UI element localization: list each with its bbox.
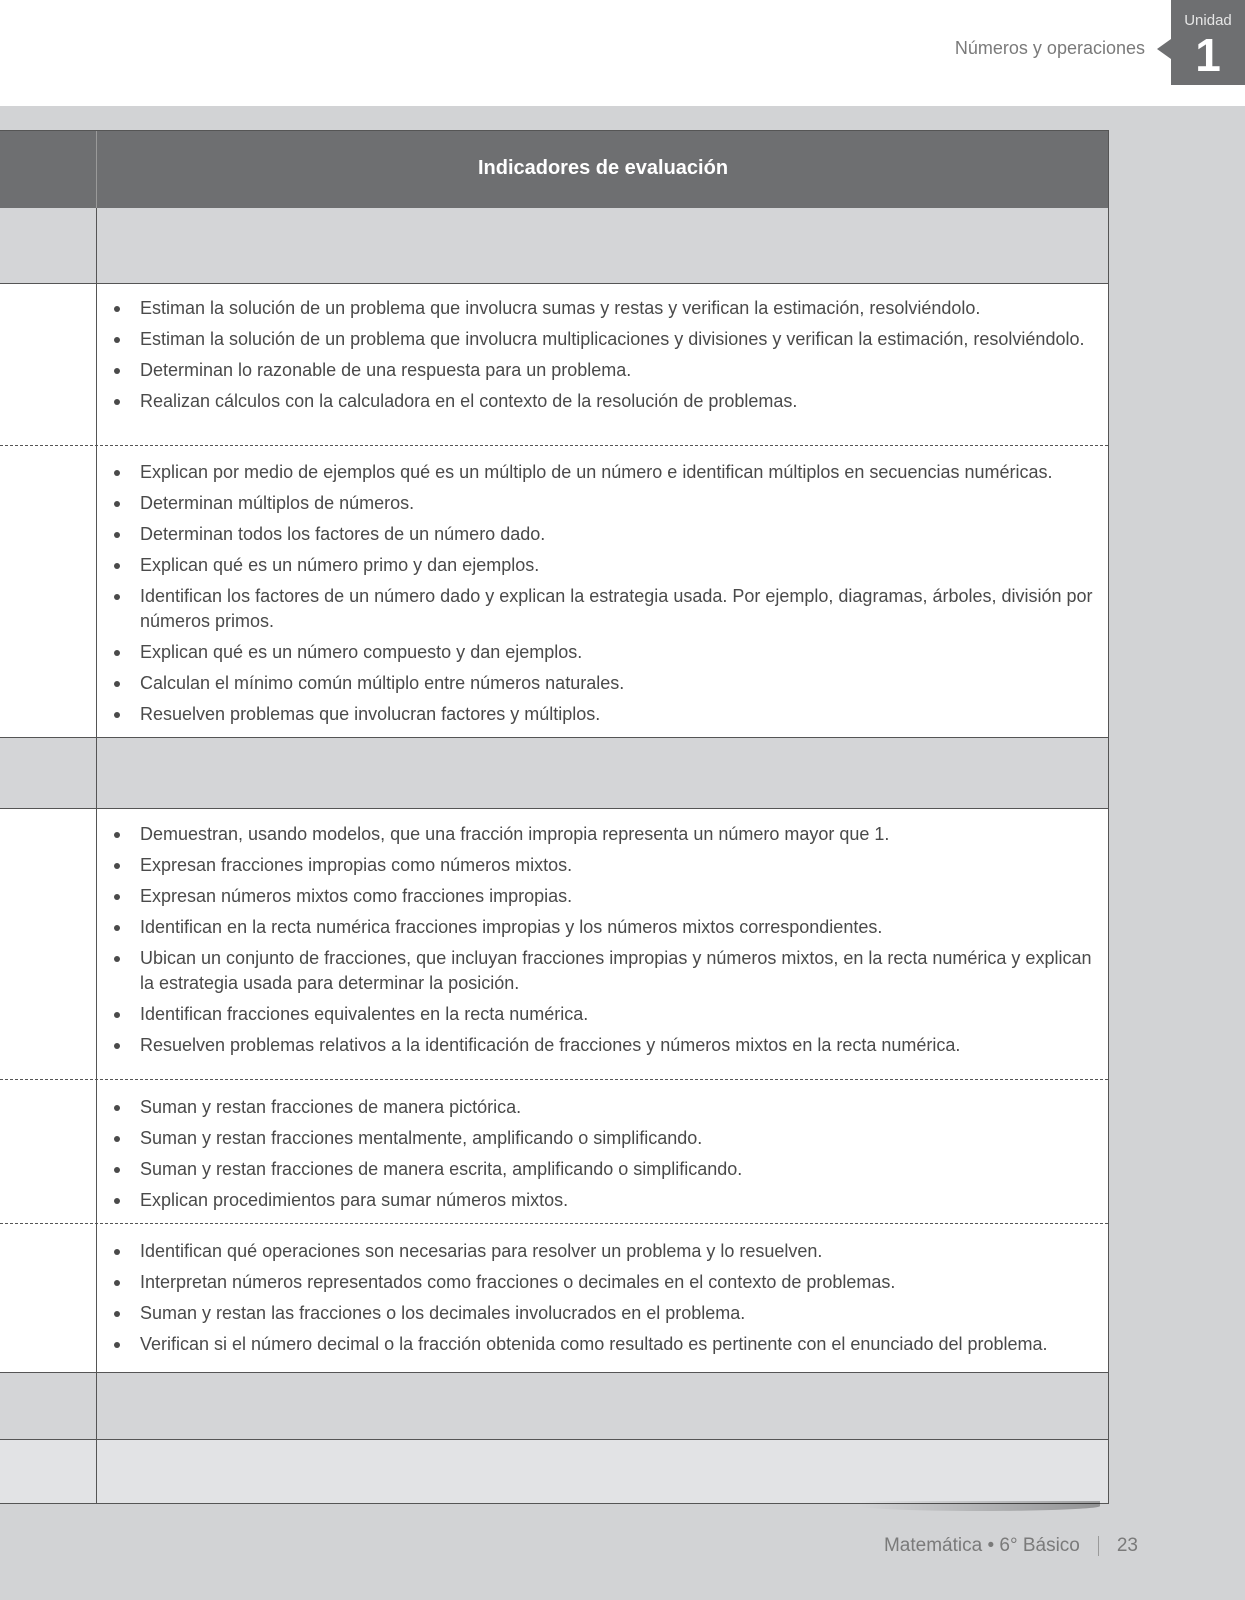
list-item: Interpretan números representados como fracciones o decimales en el contexto de problemas.: [112, 1270, 1096, 1295]
list-item: Suman y restan fracciones de manera pictórica.: [112, 1095, 1096, 1120]
list-item: Ubican un conjunto de fracciones, que incluyan fracciones impropias y números mixtos, en la recta numérica y explican la estrategia usada para determinar la posición.: [112, 946, 1096, 996]
list-item: Explican qué es un número primo y dan ejemplos.: [112, 553, 1096, 578]
list-item: Realizan cálculos con la calculadora en el contexto de la resolución de problemas.: [112, 389, 1096, 414]
left-cell: [0, 284, 97, 445]
list-item: Identifican en la recta numérica fracciones impropias y los números mixtos correspondientes.: [112, 915, 1096, 940]
left-cell: [0, 1373, 97, 1439]
unit-label: Unidad: [1184, 12, 1232, 29]
list-item: Identifican qué operaciones son necesarias para resolver un problema y lo resuelven.: [112, 1239, 1096, 1264]
left-cell: [0, 446, 97, 737]
unit-tab: [1171, 0, 1245, 85]
list-item: Identifican los factores de un número dado y explican la estrategia usada. Por ejemplo, diagramas, árboles, división por números primos.: [112, 584, 1096, 634]
list-item: Estiman la solución de un problema que involucra multiplicaciones y divisiones y verifican la estimación, resolviéndolo.: [112, 327, 1096, 352]
list-item: Explican qué es un número compuesto y dan ejemplos.: [112, 640, 1096, 665]
left-cell: [0, 738, 97, 808]
footer-divider: [1098, 1536, 1099, 1556]
evaluation-table: [0, 130, 1109, 1504]
left-cell: [0, 1440, 97, 1503]
list-item: Explican por medio de ejemplos qué es un múltiplo de un número e identifican múltiplos en secuencias numéricas.: [112, 460, 1096, 485]
list-item: Resuelven problemas que involucran factores y múltiplos.: [112, 702, 1096, 727]
list-item: Calculan el mínimo común múltiplo entre números naturales.: [112, 671, 1096, 696]
left-cell: [0, 809, 97, 1079]
indicator-list: [112, 822, 1096, 1064]
table-row: [0, 808, 1108, 1079]
list-item: Demuestran, usando modelos, que una fracción impropia representa un número mayor que 1.: [112, 822, 1096, 847]
table-row-blank: [0, 208, 1108, 283]
unit-number: 1: [1195, 29, 1221, 81]
list-item: Verifican si el número decimal o la fracción obtenida como resultado es pertinente con el enunciado del problema.: [112, 1332, 1096, 1357]
page-footer: [884, 1535, 1138, 1557]
table-shadow: [860, 1501, 1100, 1511]
list-item: Suman y restan las fracciones o los decimales involucrados en el problema.: [112, 1301, 1096, 1326]
table-row: [0, 1223, 1108, 1372]
list-item: Suman y restan fracciones mentalmente, amplificando o simplificando.: [112, 1126, 1096, 1151]
header-left-cell: [0, 131, 97, 208]
indicator-list: [112, 1239, 1096, 1363]
table-row: [0, 445, 1108, 737]
indicator-list: [112, 296, 1096, 420]
footer-book: Matemática • 6° Básico: [883, 1535, 1080, 1556]
indicator-list: [112, 460, 1096, 733]
section-title: Números y operaciones: [954, 38, 1145, 58]
unit-tab-arrow: [1157, 39, 1171, 59]
list-item: Estiman la solución de un problema que involucra sumas y restas y verifican la estimación, resolviéndolo.: [112, 296, 1096, 321]
list-item: Identifican fracciones equivalentes en la recta numérica.: [112, 1002, 1096, 1027]
list-item: Explican procedimientos para sumar números mixtos.: [112, 1188, 1096, 1213]
table-row-blank: [0, 1372, 1108, 1439]
table-row: [0, 283, 1108, 445]
column-header: Indicadores de evaluación: [477, 157, 729, 179]
indicator-list: [112, 1095, 1096, 1219]
table-row-blank: [0, 737, 1108, 808]
table-row: [0, 1079, 1108, 1223]
left-cell: [0, 1224, 97, 1372]
left-cell: [0, 208, 97, 283]
list-item: Determinan lo razonable de una respuesta para un problema.: [112, 358, 1096, 383]
table-row-blank: [0, 1439, 1108, 1503]
page-number: 23: [1116, 1535, 1138, 1556]
list-item: Suman y restan fracciones de manera escrita, amplificando o simplificando.: [112, 1157, 1096, 1182]
list-item: Determinan múltiplos de números.: [112, 491, 1096, 516]
left-cell: [0, 1080, 97, 1223]
list-item: Expresan fracciones impropias como números mixtos.: [112, 853, 1096, 878]
list-item: Expresan números mixtos como fracciones impropias.: [112, 884, 1096, 909]
list-item: Determinan todos los factores de un número dado.: [112, 522, 1096, 547]
table-header-row: [0, 131, 1108, 208]
list-item: Resuelven problemas relativos a la identificación de fracciones y números mixtos en la recta numérica.: [112, 1033, 1096, 1058]
